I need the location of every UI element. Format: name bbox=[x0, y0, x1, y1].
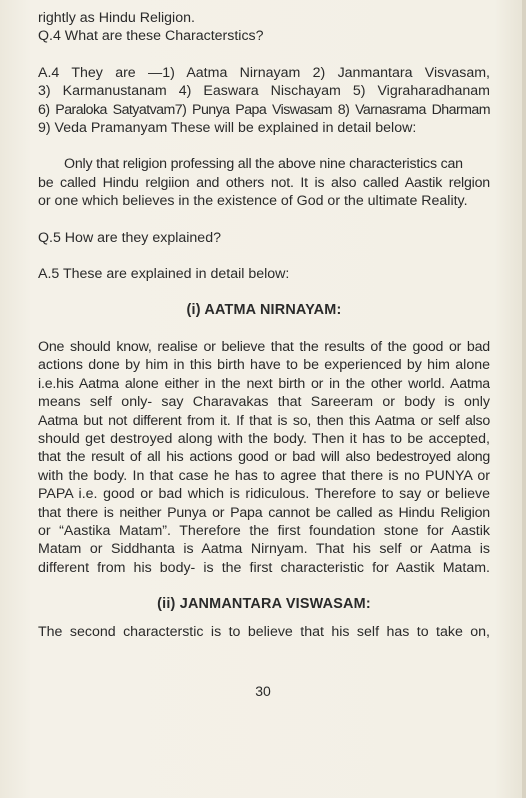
paragraph-line: that there is neither Punya or Papa cannot be called as Hindu Religion bbox=[38, 504, 490, 521]
section-heading-janmantara-viswasam: (ii) JANMANTARA VISWASAM: bbox=[157, 596, 371, 613]
paragraph-line: i.e.his Aatma alone either in the next birth or in the other world. Aatma bbox=[38, 375, 490, 392]
answer-4-line: 9) Veda Pramanyam These will be explained in detail below: bbox=[38, 120, 417, 137]
question-4: Q.4 What are these Characterstics? bbox=[38, 28, 264, 45]
paragraph-line: or one which believes in the existence of God or the ultimate Reality. bbox=[38, 193, 468, 210]
question-5: Q.5 How are they explained? bbox=[38, 229, 221, 246]
paragraph-line: be called Hindu relgiion and others not. It is also called Aastik relgion bbox=[38, 174, 490, 191]
answer-4-line: 6) Paraloka Satyatvam7) Punya Papa Viswasam 8) Varnasrama Dharmam bbox=[38, 101, 490, 118]
paragraph-line: should get destroyed along with the body. Then it has to be accepted, bbox=[38, 430, 490, 447]
paragraph-line: means self only- say Charavakas that Sareeram or body is only bbox=[38, 394, 490, 411]
answer-5: A.5 These are explained in detail below: bbox=[38, 266, 290, 283]
paragraph-line: Aatma but not different from it. If that is so, then this Aatma or self also bbox=[38, 412, 490, 429]
text-line: rightly as Hindu Religion. bbox=[38, 10, 195, 26]
paragraph-line: Only that religion professing all the above nine characteristics can bbox=[64, 156, 463, 173]
page-body bbox=[38, 9, 490, 641]
paragraph-line: different from his body- is the first characteristic for Aastik Matam. bbox=[38, 559, 490, 576]
paragraph-line: One should know, realise or believe that the results of the good or bad bbox=[38, 338, 490, 355]
page-edge bbox=[522, 0, 526, 798]
paragraph-line: The second characterstic is to believe that his self has to take on, bbox=[38, 623, 490, 640]
paragraph-line: with the body. In that case he has to agree that there is no PUNYA or bbox=[38, 467, 490, 484]
page-number: 30 bbox=[255, 683, 271, 699]
paragraph-line: that the result of all his actions good or bad will also bedestroyed along bbox=[38, 449, 490, 466]
paragraph-line: actions done by him in this birth have to be experienced by him alone bbox=[38, 357, 490, 374]
section-heading-aatma-nirnayam: (i) AATMA NIRNAYAM: bbox=[186, 302, 342, 319]
answer-4-line: A.4 They are —1) Aatma Nirnayam 2) Janmantara Visvasam, bbox=[38, 64, 490, 81]
answer-4-line: 3) Karmanustanam 4) Easwara Nischayam 5) Vigraharadhanam bbox=[38, 83, 490, 100]
paragraph-line: or “Aastika Matam”. Therefore the first foundation stone for Aastik bbox=[38, 522, 490, 539]
paragraph-line: PAPA i.e. good or bad which is ridiculous. Therefore to say or believe bbox=[38, 486, 490, 503]
paragraph-line: Matam or Siddhanta is Aatma Nirnyam. That his self or Aatma is bbox=[38, 541, 490, 558]
